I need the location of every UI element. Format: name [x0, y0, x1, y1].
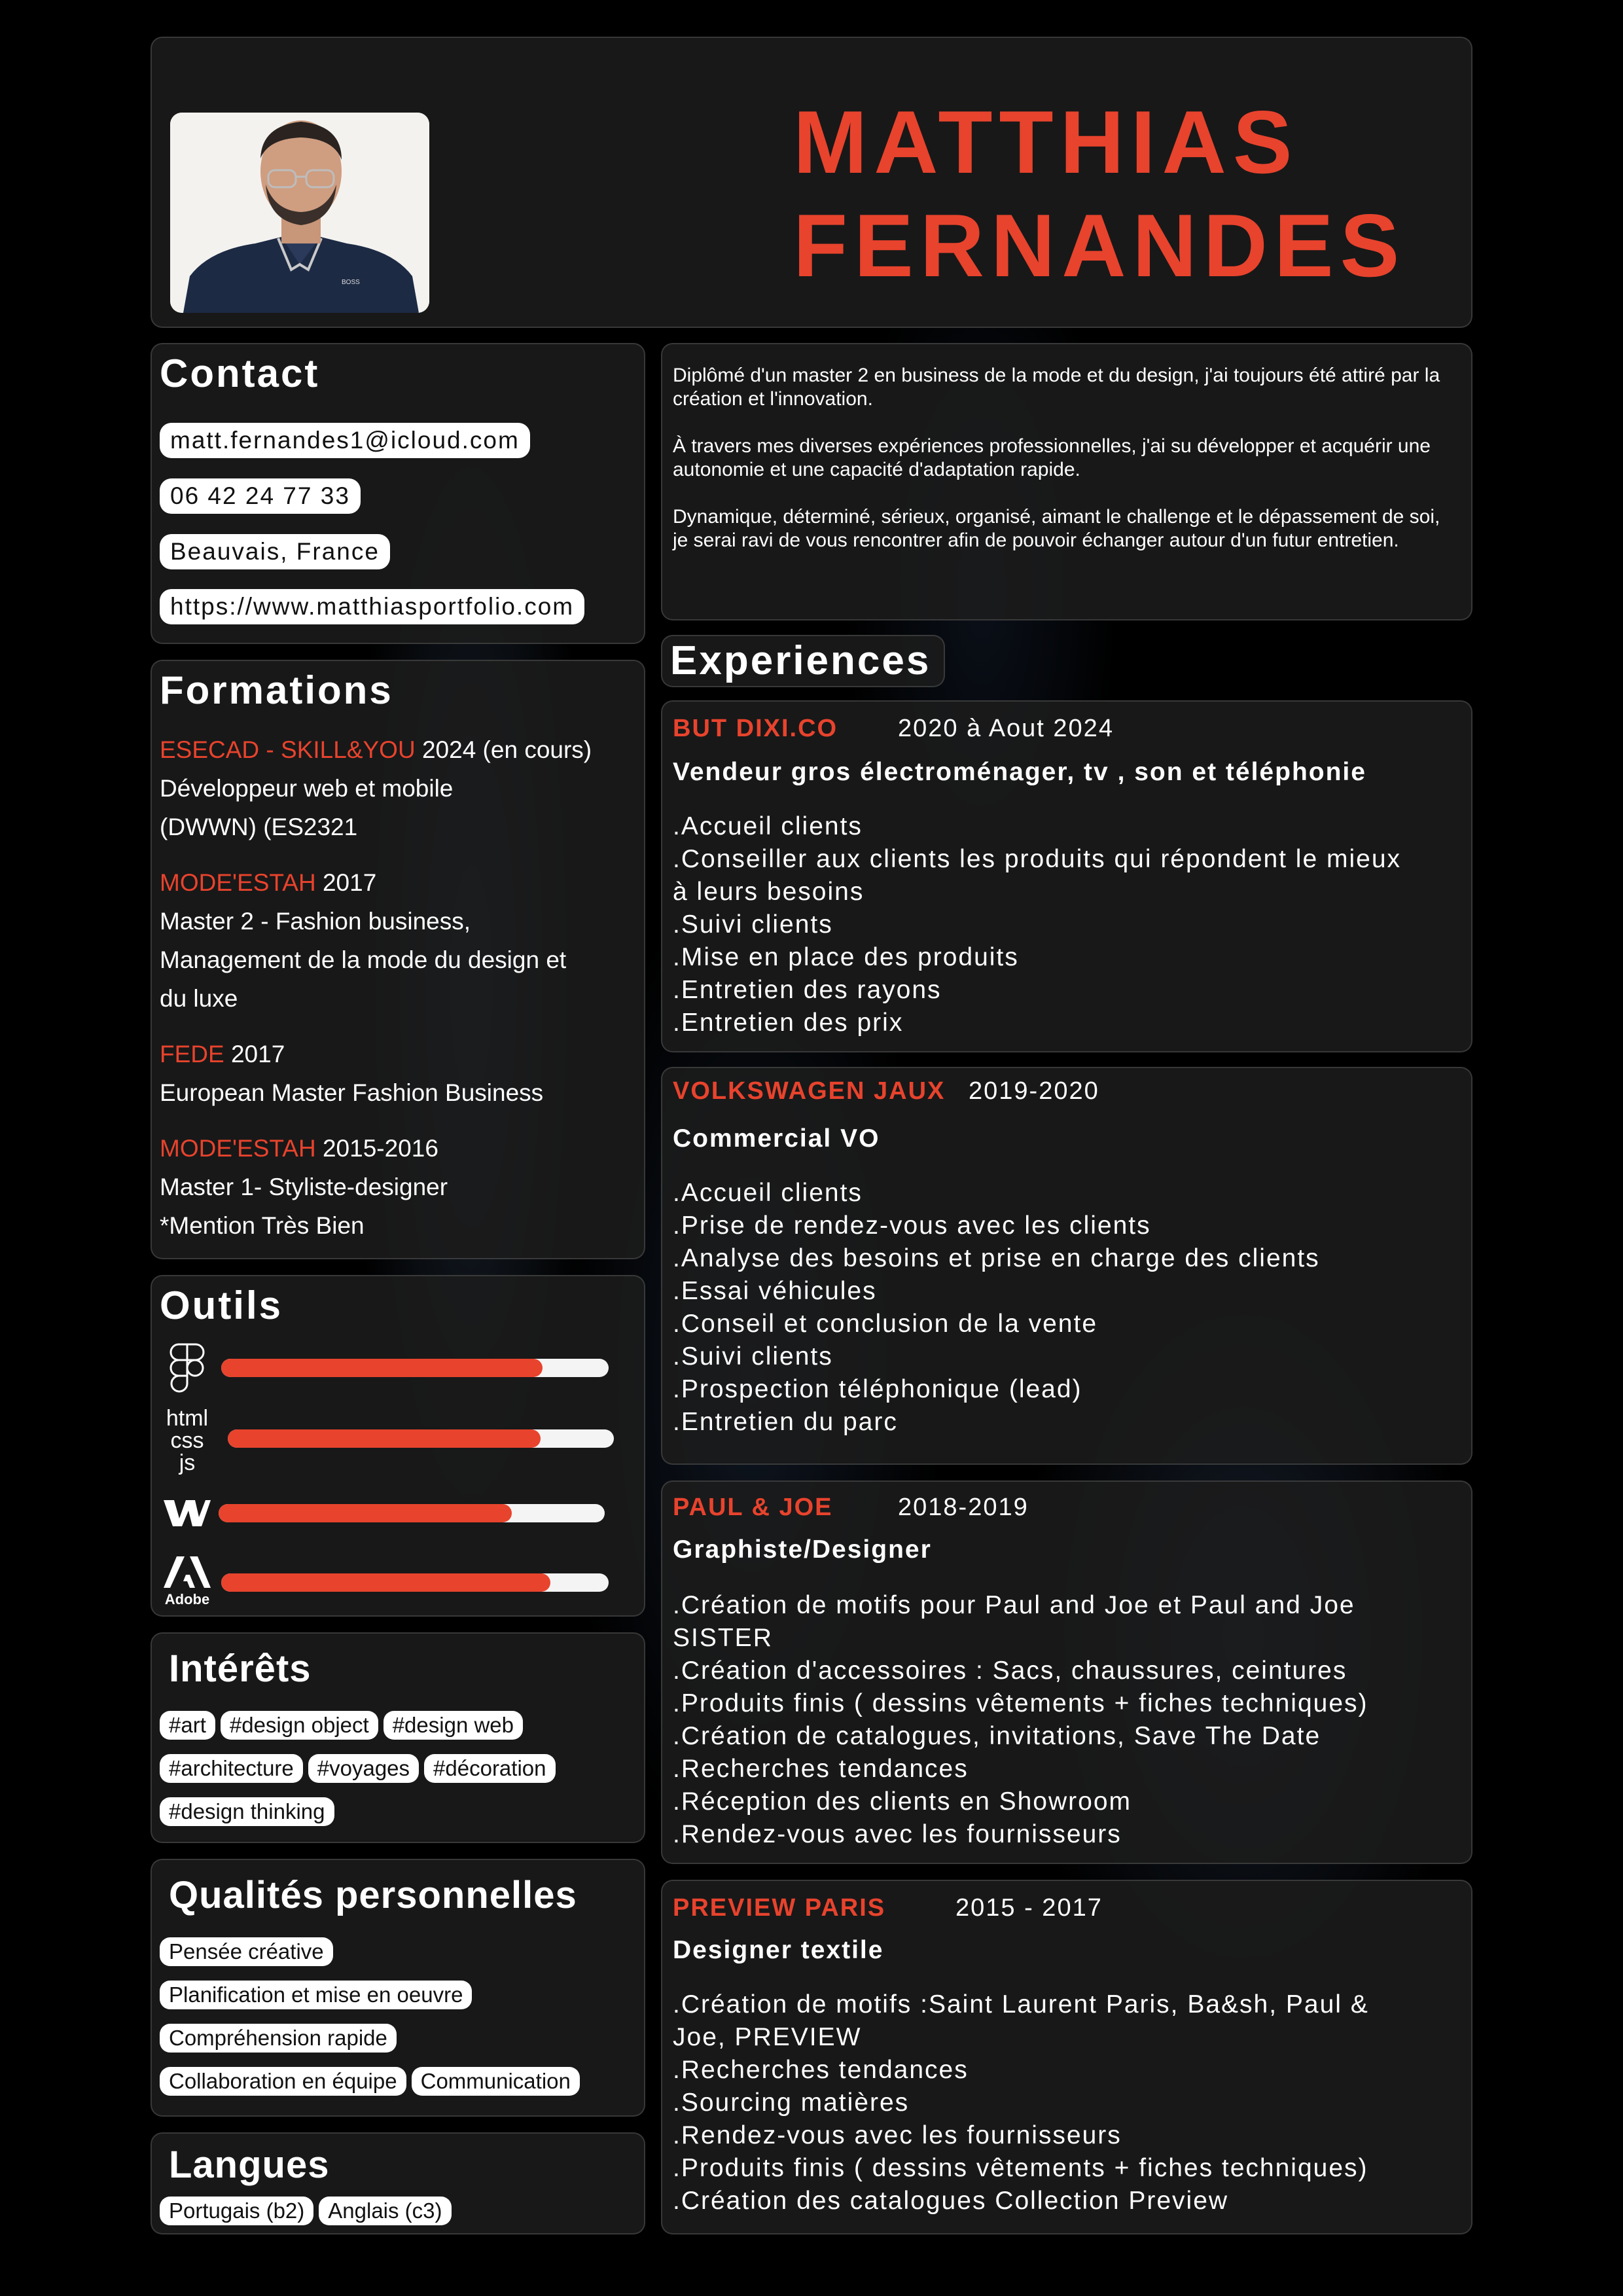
formation-line: (DWWN) (ES2321 — [160, 814, 358, 840]
langues-title: Langues — [169, 2144, 330, 2186]
langues-panel — [151, 2132, 645, 2234]
task-item: .Sourcing matières — [673, 2089, 910, 2117]
phone-link[interactable]: 06 42 24 77 33 — [160, 478, 361, 514]
candidate-name — [793, 90, 1406, 297]
quality-tag: Communication — [412, 2067, 580, 2096]
interest-tag: #architecture — [160, 1754, 303, 1783]
experience-tasks — [673, 1988, 1465, 2217]
task-item: .Création de motifs :Saint Laurent Paris, Ba&sh, Paul & — [673, 1990, 1369, 2018]
interets-title: Intérêts — [169, 1647, 312, 1690]
quality-tag: Planification et mise en oeuvre — [160, 1981, 472, 2009]
location-text: Beauvais, France — [160, 534, 390, 569]
experience-company: PAUL & JOE — [673, 1494, 833, 1521]
last-name: FERNANDES — [793, 196, 1406, 295]
html-label: html — [166, 1406, 209, 1431]
task-item: .Suivi clients — [673, 1342, 833, 1371]
formation-line: Management de la mode du design et — [160, 946, 567, 973]
task-item: .Produits finis ( dessins vêtements + fiches techniques) — [673, 1689, 1368, 1717]
adobe-skill-fill — [221, 1573, 550, 1592]
about-text — [673, 364, 1458, 576]
outils-panel — [151, 1275, 645, 1617]
figma-skill-fill — [221, 1359, 543, 1377]
adobe-skill-bar — [221, 1573, 609, 1592]
formation-year: 2017 — [230, 1041, 285, 1067]
formation-line: Développeur web et mobile — [160, 775, 454, 802]
formation-entry — [160, 1129, 637, 1245]
task-item: .Réception des clients en Showroom — [673, 1787, 1132, 1816]
outils-title: Outils — [160, 1283, 283, 1327]
webflow-skill-bar — [219, 1504, 605, 1522]
quality-tag: Pensée créative — [160, 1937, 333, 1966]
interest-tag: #design object — [221, 1711, 378, 1740]
quality-tag: Collaboration en équipe — [160, 2067, 406, 2096]
experience-role: Commercial VO — [673, 1124, 880, 1153]
tag-row — [160, 1797, 340, 1826]
formations-title: Formations — [160, 668, 393, 712]
web-skill-fill — [228, 1429, 541, 1448]
task-item: .Conseil et conclusion de la vente — [673, 1310, 1098, 1338]
formations-list — [160, 730, 637, 1262]
webflow-icon — [161, 1496, 213, 1533]
task-item: .Entretien du parc — [673, 1408, 898, 1436]
formation-year: 2017 — [322, 869, 377, 896]
profile-photo — [170, 113, 429, 313]
web-skill-bar — [228, 1429, 614, 1448]
experience-company: PREVIEW PARIS — [673, 1894, 886, 1922]
website-link[interactable]: https://www.matthiasportfolio.com — [160, 589, 584, 624]
html-css-js-icon — [161, 1407, 213, 1474]
language-row — [160, 2197, 457, 2225]
task-item: .Essai véhicules — [673, 1277, 877, 1305]
experience-period: 2015 - 2017 — [955, 1894, 1103, 1922]
task-item: .Rendez-vous avec les fournisseurs — [673, 1820, 1122, 1848]
task-item: .Création d'accessoires : Sacs, chaussures, ceintures — [673, 1657, 1347, 1685]
formation-year: 2024 (en cours) — [421, 736, 592, 763]
task-item: .Entretien des prix — [673, 1009, 904, 1037]
about-paragraph: À travers mes diverses expériences professionnelles, j'ai su développer et acquérir une autonomie et une capacité d'adaptation rapide. — [673, 435, 1431, 480]
task-item: .Prospection téléphonique (lead) — [673, 1375, 1082, 1403]
experience-role: Designer textile — [673, 1936, 884, 1964]
task-item: .Prise de rendez-vous avec les clients — [673, 1211, 1151, 1240]
photo-logo: BOSS — [342, 279, 360, 286]
task-item: .Recherches tendances — [673, 2056, 969, 2084]
formations-panel — [151, 660, 645, 1259]
header-panel — [151, 37, 1472, 328]
formation-line: Master 2 - Fashion business, — [160, 908, 471, 935]
formation-entry — [160, 863, 637, 1018]
contact-panel — [151, 343, 645, 644]
formation-year: 2015-2016 — [322, 1135, 438, 1162]
contact-title: Contact — [160, 351, 320, 395]
experience-role: Vendeur gros électroménager, tv , son et téléphonie — [673, 758, 1366, 786]
task-item: .Rendez-vous avec les fournisseurs — [673, 2121, 1122, 2149]
interest-tag: #décoration — [424, 1754, 555, 1783]
formation-line: Master 1- Styliste-designer — [160, 1174, 448, 1200]
about-panel — [661, 343, 1472, 620]
formation-school: MODE'ESTAH — [160, 869, 316, 896]
tag-row — [160, 1754, 561, 1783]
experience-period: 2019-2020 — [969, 1077, 1099, 1105]
experience-company: VOLKSWAGEN JAUX — [673, 1077, 946, 1105]
adobe-label: Adobe — [164, 1591, 210, 1607]
task-item: .Accueil clients — [673, 812, 863, 840]
interest-tag: #art — [160, 1711, 215, 1740]
experience-tasks — [673, 1177, 1465, 1439]
task-item: .Création de motifs pour Paul and Joe et Paul and Joe — [673, 1591, 1355, 1619]
formation-school: ESECAD - SKILL&YOU — [160, 736, 416, 763]
task-item: .Mise en place des produits — [673, 943, 1019, 971]
about-paragraph: Dynamique, déterminé, sérieux, organisé, aimant le challenge et le dépassement de soi, je serai ravi de vous rencontrer afin de pouvoir échanger autour d'un futur entretien. — [673, 506, 1440, 551]
interest-tag: #design thinking — [160, 1797, 334, 1826]
experience-company: BUT DIXI.CO — [673, 715, 838, 742]
task-item: .Accueil clients — [673, 1179, 863, 1207]
qualites-title: Qualités personnelles — [169, 1874, 577, 1916]
task-item: SISTER — [673, 1624, 773, 1652]
formation-entry — [160, 730, 637, 846]
task-item: .Création des catalogues Collection Preview — [673, 2187, 1229, 2215]
task-item: .Produits finis ( dessins vêtements + fiches techniques) — [673, 2154, 1368, 2182]
language-tag: Portugais (b2) — [160, 2197, 313, 2225]
email-link[interactable]: matt.fernandes1@icloud.com — [160, 423, 530, 458]
interest-tag: #voyages — [308, 1754, 419, 1783]
quality-row — [160, 1981, 477, 2009]
experience-card — [661, 1880, 1472, 2234]
quality-row — [160, 2067, 585, 2096]
js-label: js — [179, 1450, 196, 1475]
formation-school: MODE'ESTAH — [160, 1135, 316, 1162]
task-item: .Création de catalogues, invitations, Save The Date — [673, 1722, 1321, 1750]
task-item: .Entretien des rayons — [673, 976, 942, 1004]
adobe-icon — [161, 1555, 213, 1607]
quality-row — [160, 2024, 402, 2053]
experience-period: 2018-2019 — [898, 1494, 1029, 1521]
experience-tasks — [673, 1589, 1465, 1851]
task-item: .Suivi clients — [673, 910, 833, 939]
experience-card — [661, 700, 1472, 1052]
css-label: css — [170, 1428, 204, 1453]
task-item: .Recherches tendances — [673, 1755, 969, 1783]
experiences-title-box — [661, 635, 945, 687]
formation-entry — [160, 1035, 637, 1112]
formation-line: *Mention Très Bien — [160, 1212, 365, 1239]
formation-line: du luxe — [160, 985, 238, 1012]
language-tag: Anglais (c3) — [319, 2197, 451, 2225]
task-item: .Conseiller aux clients les produits qui répondent le mieux — [673, 845, 1402, 873]
experience-period: 2020 à Aout 2024 — [898, 715, 1114, 742]
qualites-panel — [151, 1859, 645, 2117]
experience-card — [661, 1480, 1472, 1864]
task-item: à leurs besoins — [673, 878, 865, 906]
task-item: Joe, PREVIEW — [673, 2023, 862, 2051]
task-item: .Analyse des besoins et prise en charge des clients — [673, 1244, 1320, 1272]
first-name: MATTHIAS — [793, 92, 1299, 192]
quality-tag: Compréhension rapide — [160, 2024, 397, 2053]
experience-card — [661, 1067, 1472, 1465]
tag-row — [160, 1711, 528, 1740]
webflow-skill-fill — [219, 1504, 512, 1522]
about-paragraph: Diplômé d'un master 2 en business de la mode et du design, j'ai toujours été attiré par la création et l'innovation. — [673, 365, 1440, 410]
quality-row — [160, 1937, 338, 1966]
interest-tag: #design web — [383, 1711, 523, 1740]
experience-tasks — [673, 810, 1465, 1039]
experience-role: Graphiste/Designer — [673, 1535, 932, 1564]
interets-panel — [151, 1632, 645, 1843]
experiences-title: Experiences — [670, 638, 931, 683]
formation-school: FEDE — [160, 1041, 224, 1067]
figma-icon — [161, 1342, 213, 1397]
figma-skill-bar — [221, 1359, 609, 1377]
formation-line: European Master Fashion Business — [160, 1079, 544, 1106]
